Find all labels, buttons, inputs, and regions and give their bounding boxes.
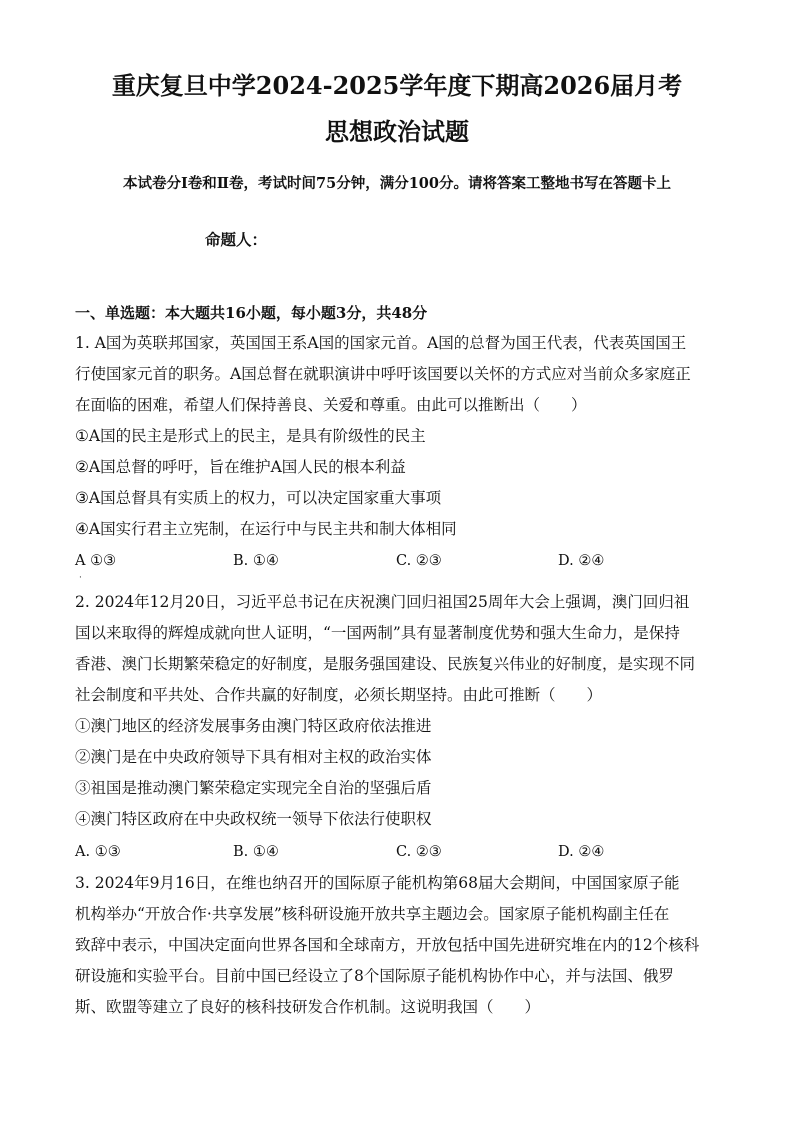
question-2-stem-line: 社会制度和平共处、合作共赢的好制度，必须长期坚持。由此可推断（ ） [75, 686, 603, 704]
question-3-stem-line: 3. 2024年9月16日，在维也纳召开的国际原子能机构第68届大会期间，中国国家原子能 [75, 874, 680, 892]
stray-mark: · [79, 573, 82, 583]
option-b: B. ①④ [233, 553, 279, 569]
option-d: D. ②④ [558, 553, 605, 569]
question-1-stem-line: 行使国家元首的职务。A国总督在就职演讲中呼吁该国要以关怀的方式应对当前众多家庭正 [75, 365, 691, 383]
question-2-stem-line: 国以来取得的辉煌成就向世人证明，“一国两制”具有显著制度优势和强大生命力，是保持 [75, 624, 680, 642]
question-1-statement: ②A国总督的呼吁，旨在维护A国人民的根本利益 [75, 458, 406, 476]
option-a: A. ①③ [75, 844, 121, 860]
question-3-stem-line: 研设施和实验平台。目前中国已经设立了8个国际原子能机构协作中心，并与法国、俄罗 [75, 967, 674, 985]
question-2-statement: ②澳门是在中央政府领导下具有相对主权的政治实体 [75, 748, 432, 766]
option-b: B. ①④ [233, 844, 279, 860]
exam-instructions: 本试卷分Ⅰ卷和Ⅱ卷，考试时间75分钟，满分100分。请将答案工整地书写在答题卡上 [123, 175, 671, 192]
question-3-stem-line: 致辞中表示，中国决定面向世界各国和全球南方，开放包括中国先进研究堆在内的12个核科 [75, 936, 700, 954]
option-a: A ①③ [75, 553, 117, 569]
exam-subject-title: 思想政治试题 [325, 117, 469, 146]
option-c: C. ②③ [396, 553, 442, 569]
question-1-statement: ④A国实行君主立宪制，在运行中与民主共和制大体相同 [75, 520, 457, 538]
question-1-stem-line: 1. A国为英联邦国家，英国国王系A国的国家元首。A国的总督为国王代表，代表英国国王 [75, 334, 687, 352]
question-2-statement: ④澳门特区政府在中央政权统一领导下依法行使职权 [75, 810, 432, 828]
section-heading: 一、单选题：本大题共16小题，每小题3分，共48分 [75, 304, 428, 322]
question-1-statement: ③A国总督具有实质上的权力，可以决定国家重大事项 [75, 489, 442, 507]
question-3-stem-line: 斯、欧盟等建立了良好的核科技研发合作机制。这说明我国（ ） [75, 998, 541, 1016]
option-d: D. ②④ [558, 844, 605, 860]
option-c: C. ②③ [396, 844, 442, 860]
question-3-stem-line: 机构举办“开放合作·共享发展”核科研设施开放共享主题边会。国家原子能机构副主任在 [75, 905, 670, 923]
question-1-statement: ①A国的民主是形式上的民主，是具有阶级性的民主 [75, 427, 426, 445]
question-2-statement: ①澳门地区的经济发展事务由澳门特区政府依法推进 [75, 717, 432, 735]
author-label: 命题人： [205, 230, 268, 249]
question-2-statement: ③祖国是推动澳门繁荣稳定实现完全自治的坚强后盾 [75, 779, 432, 797]
question-1-stem-line: 在面临的困难，希望人们保持善良、关爱和尊重。由此可以推断出（ ） [75, 396, 587, 414]
question-2-stem-line: 香港、澳门长期繁荣稳定的好制度，是服务强国建设、民族复兴伟业的好制度，是实现不同 [75, 655, 696, 673]
question-2-stem-line: 2. 2024年12月20日，习近平总书记在庆祝澳门回归祖国25周年大会上强调，澳门回归祖 [75, 593, 690, 611]
exam-title: 重庆复旦中学2024-2025学年度下期高2026届月考 [111, 71, 683, 100]
